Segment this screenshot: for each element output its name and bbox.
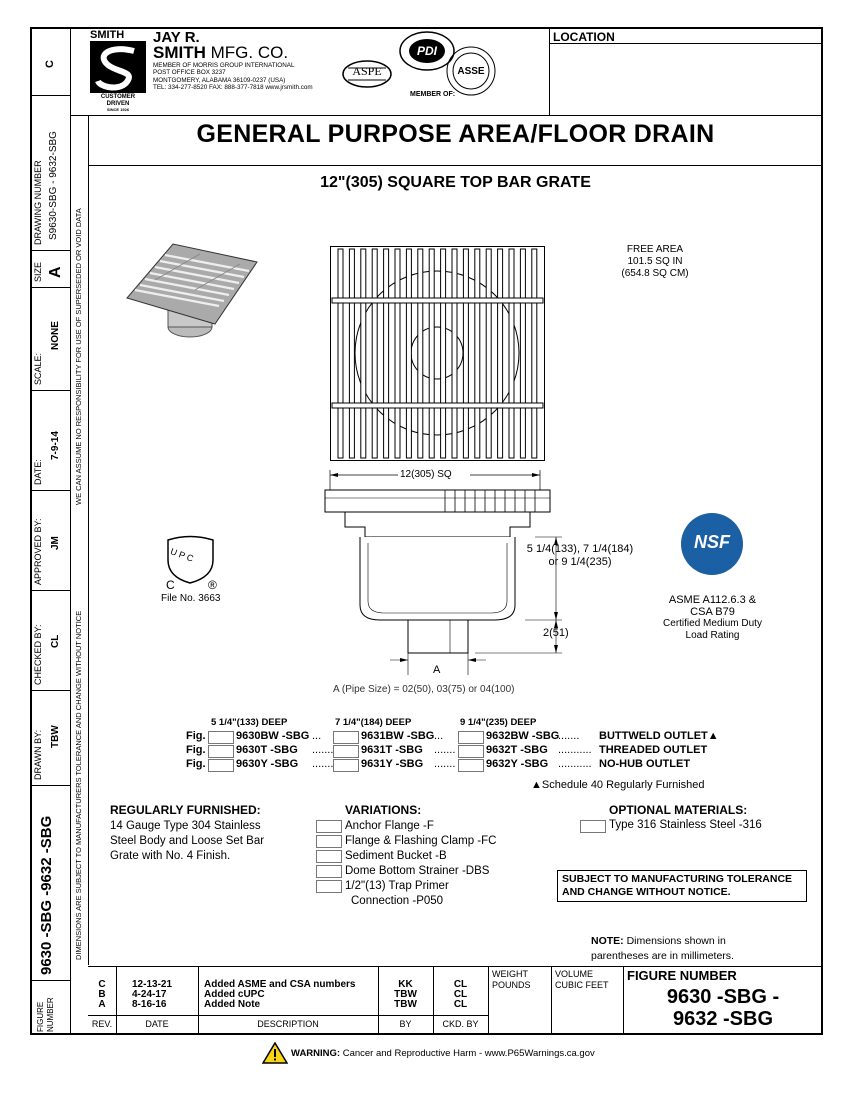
grate-bar [463,249,468,458]
certification-note: ASME A112.6.3 & CSA B79 Certified Medium Duty Load Rating [663,594,762,641]
scale-value: NONE [50,321,61,350]
model-checkbox[interactable] [208,759,234,772]
depth-header-3: 9 1/4"(235) DEEP [460,717,537,728]
grate-top-view [330,246,545,461]
drawing-number: S9630-SBG - 9632-SBG [48,131,59,240]
figure-number-label: FIGURE NUMBER [36,997,55,1032]
variation-checkbox-5[interactable] [316,880,342,893]
figure-number: 9630 -SBG - 9632 -SBG [666,986,780,1030]
model-184: 9631BW -SBG [361,730,435,742]
grate-bar [372,249,377,458]
outlet-type: BUTTWELD OUTLET▲ [599,730,719,742]
leader-dots: ... [312,730,322,742]
rev-letters: C B A [98,979,106,1010]
model-checkbox[interactable] [333,759,359,772]
page-subtitle: 12"(305) SQUARE TOP BAR GRATE [320,174,591,191]
smith-mark: SMITH [90,29,125,41]
drain-section-view [320,465,630,705]
leader-dots: ....... [312,758,334,770]
description-header: DESCRIPTION [257,1019,319,1029]
grate-bar [486,249,491,458]
variation-checkbox-1[interactable] [316,820,342,833]
model-133: 9630BW -SBG [236,730,310,742]
grate-bar [384,249,389,458]
model-184: 9631T -SBG [361,744,423,756]
date-value: 7-9-14 [50,431,61,460]
drain-3d-illustration [125,240,260,345]
fig-label: Fig. [186,758,206,770]
model-133: 9630T -SBG [236,744,298,756]
by-header: BY [399,1019,412,1029]
dimension-note: NOTE: Dimensions shown in parentheses are in millimeters. [591,935,734,962]
dim-depth: 5 1/4(133), 7 1/4(184) or 9 1/4(235) [526,543,634,568]
size-value: A [47,266,64,278]
depth-header-1: 5 1/4"(133) DEEP [211,717,288,728]
variations-heading: VARIATIONS: [345,803,422,817]
grate-bar [395,249,400,458]
upc-r: ® [208,578,217,592]
asse-text: ASSE [457,66,485,77]
weight-label: WEIGHT POUNDS [492,969,531,990]
pdi-text: PDI [416,44,437,58]
tolerance-box: SUBJECT TO MANUFACTURING TOLERANCE AND CHANGE WITHOUT NOTICE. [557,870,807,902]
checked-value: CL [50,634,61,648]
grate-bar [509,249,514,458]
grate-bar [452,249,457,458]
model-235: 9632BW -SBG [486,730,560,742]
company-name-line1: JAY R. [153,29,200,46]
drawing-number-label: DRAWING NUMBER [33,160,43,245]
rev-header: REV. [91,1019,113,1029]
company-address: MEMBER OF MORRIS GROUP INTERNATIONAL POST OFFICE BOX 3237 MONTGOMERY, ALABAMA 36109-0237 (USA) TEL: 334-277-8520 FAX: 888-377-7818 www.jrsmith.com [153,62,313,91]
side-strip-divider [70,27,71,1035]
rev-descriptions: Added ASME and CSA numbers Added cUPC Added Note [204,979,356,1010]
leader-dots: ... [434,730,444,742]
tagline: CUSTOMER DRIVEN SINCE 1926 [100,94,136,112]
figure-number-label: FIGURE NUMBER [627,968,737,983]
model-checkbox[interactable] [333,745,359,758]
depth-header-2: 7 1/4"(184) DEEP [335,717,412,728]
page-title: GENERAL PURPOSE AREA/FLOOR DRAIN [196,120,715,148]
model-checkbox[interactable] [458,759,484,772]
warning-icon [262,1042,288,1064]
schedule-note: ▲Schedule 40 Regularly Furnished [531,779,705,791]
size-label: SIZE [33,261,43,282]
leader-dots: ........... [558,744,592,756]
model-checkbox[interactable] [208,745,234,758]
model-checkbox[interactable] [333,731,359,744]
leader-dots: ....... [558,730,580,742]
smith-logo-icon [90,41,146,93]
disclaimer-tolerance: DIMENSIONS ARE SUBJECT TO MANUFACTURERS TOLERANCE AND CHANGE WITHOUT NOTICE [74,610,83,960]
model-checkbox[interactable] [208,731,234,744]
grate-bar [349,249,354,458]
dim-a: A [433,664,441,676]
optional-checkbox[interactable] [580,820,606,833]
drawn-value: TBW [50,725,61,748]
revision-letter: C [44,60,56,68]
grate-bar [429,249,434,458]
leader-dots: ....... [312,744,334,756]
variation-checkbox-3[interactable] [316,850,342,863]
figure-number-vertical: 9630 -SBG -9632 -SBG [38,815,55,975]
grate-bar [441,249,446,458]
free-area-note: FREE AREA 101.5 SQ IN (654.8 SQ CM) [621,244,689,279]
member-of-label: MEMBER OF: [410,91,456,98]
rev-checked: CL CL CL [453,979,468,1010]
variations-list: Anchor Flange -F Flange & Flashing Clamp -FC Sediment Bucket -B Dome Bottom Strainer -DBS 1/2"(13) Trap Primer Connection -P050 [345,820,497,907]
model-checkbox[interactable] [458,745,484,758]
location-label: LOCATION [553,30,615,44]
variation-checkbox-2[interactable] [316,835,342,848]
model-235: 9632Y -SBG [486,758,549,770]
model-184: 9631Y -SBG [361,758,424,770]
optional-heading: OPTIONAL MATERIALS: [609,803,748,817]
nsf-text: NSF [694,532,730,552]
leader-dots: ....... [434,758,456,770]
disclaimer-superseded: WE CAN ASSUME NO RESPONSIBILITY FOR USE OF SUPERSEDED OR VOID DATA [74,208,83,505]
date-header: DATE [145,1019,169,1029]
regular-text: 14 Gauge Type 304 Stainless Steel Body and Loose Set Bar Grate with No. 4 Finish. [110,820,265,862]
rev-dates: 12-13-21 4-24-17 8-16-16 [132,979,173,1010]
model-133: 9630Y -SBG [236,758,299,770]
scale-label: SCALE: [33,352,43,385]
outlet-type: NO-HUB OUTLET [599,758,691,770]
upc-file-number: File No. 3663 [161,593,221,604]
drawn-label: DRAWN BY: [33,729,43,780]
dim-square: 12(305) SQ [400,469,452,480]
company-name-line2: SMITH MFG. CO. [153,43,289,62]
grate-bar [532,249,537,458]
volume-label: VOLUME CUBIC FEET [555,969,609,990]
optional-item: Type 316 Stainless Steel -316 [609,819,762,831]
approved-label: APPROVED BY: [33,518,43,585]
fig-label: Fig. [186,730,206,742]
date-label: DATE: [33,459,43,485]
grate-bar [418,249,423,458]
disclaimer-strip-divider [88,115,89,965]
upc-c: C [166,578,175,592]
grate-bar [475,249,480,458]
variation-checkbox-4[interactable] [316,865,342,878]
grate-bar [520,249,525,458]
regular-heading: REGULARLY FURNISHED: [110,803,261,817]
model-checkbox[interactable] [458,731,484,744]
model-235: 9632T -SBG [486,744,548,756]
grate-bar [361,249,366,458]
fig-label: Fig. [186,744,206,756]
grate-bar [338,249,343,458]
checked-by-header: CKD. BY [442,1019,479,1029]
rev-by: KK TBW TBW [394,979,417,1010]
grate-bar [498,249,503,458]
warning-text: WARNING: Cancer and Reproductive Harm - www.P65Warnings.ca.gov [291,1048,595,1059]
leader-dots: ........... [558,758,592,770]
aspe-text: ASPE [352,64,382,78]
approved-value: JM [50,536,61,550]
outlet-type: THREADED OUTLET [599,744,708,756]
pipe-size-note: A (Pipe Size) = 02(50), 03(75) or 04(100) [333,684,515,695]
dim-outlet: 2(51) [543,627,569,639]
checked-label: CHECKED BY: [33,624,43,685]
leader-dots: ....... [434,744,456,756]
upc-letters: U P C [169,546,195,564]
grate-bar [406,249,411,458]
